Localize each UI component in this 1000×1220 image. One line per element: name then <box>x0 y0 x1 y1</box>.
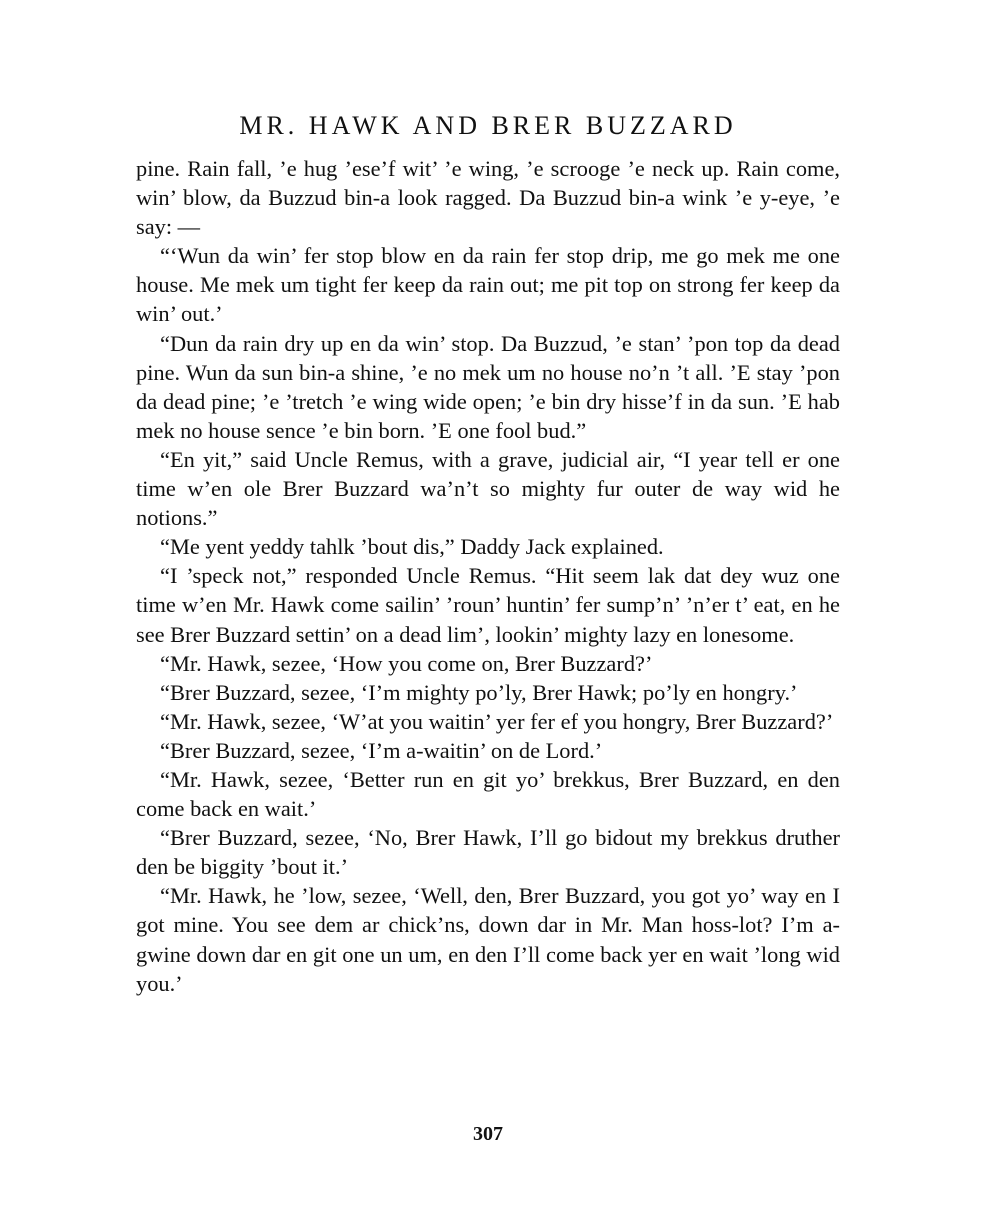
paragraph-13: “Mr. Hawk, he ’low, sezee, ‘Well, den, Brer Buzzard, you got yo’ way en I got mine. You see dem ar chick’ns, down dar in Mr. Man hoss-lot? I’m a-gwine down dar en git one un um, en den I’ll come back yer en wait ’long wid you.’ <box>136 883 840 996</box>
paragraph-9: “Mr. Hawk, sezee, ‘W’at you waitin’ yer fer ef you hongry, Brer Buzzard?’ <box>160 708 834 734</box>
body-text <box>136 154 840 998</box>
paragraph-11: “Mr. Hawk, sezee, ‘Better run en git yo’ brekkus, Brer Buzzard, en den come back en wait.’ <box>136 766 840 822</box>
paragraph-4: “En yit,” said Uncle Remus, with a grave, judicial air, “I year tell er one time w’en ole Brer Buzzard wa’n’t so mighty fur outer de way wid he notions.” <box>136 446 840 531</box>
paragraph-10: “Brer Buzzard, sezee, ‘I’m a-waitin’ on de Lord.’ <box>160 737 603 763</box>
paragraph-5: “Me yent yeddy tahlk ’bout dis,” Daddy Jack explained. <box>160 534 664 560</box>
page-number: 307 <box>473 1123 503 1145</box>
paragraph-3: “Dun da rain dry up en da win’ stop. Da Buzzud, ’e stan’ ’pon top da dead pine. Wun da sun bin-a shine, ’e no mek um no house no’n ’t all. ’E stay ’pon da dead pine; ’e ’tretch ’e wing wide open; ’e bin dry hisse’f in da sun. ’E hab mek no house sence ’e bin born. ’E one fool bud.” <box>136 330 840 443</box>
paragraph-1: pine. Rain fall, ’e hug ’ese’f wit’ ’e wing, ’e scrooge ’e neck up. Rain come, win’ blow, da Buzzud bin-a look ragged. Da Buzzud bin-a wink ’e y-eye, ’e say: — <box>136 156 840 240</box>
running-head: MR. HAWK AND BRER BUZZARD <box>239 111 737 140</box>
paragraph-6: “I ’speck not,” responded Uncle Remus. “Hit seem lak dat dey wuz one time w’en Mr. Hawk come sailin’ ’roun’ huntin’ fer sump’n’ ’n’er t’ eat, en he see Brer Buzzard settin’ on a dead lim’, lookin’ mighty lazy en lonesome. <box>136 563 840 647</box>
paragraph-12: “Brer Buzzard, sezee, ‘No, Brer Hawk, I’ll go bidout my brekkus druther den be biggity ’bout it.’ <box>136 825 840 880</box>
paragraph-7: “Mr. Hawk, sezee, ‘How you come on, Brer Buzzard?’ <box>160 650 653 676</box>
paragraph-8: “Brer Buzzard, sezee, ‘I’m mighty po’ly, Brer Hawk; po’ly en hongry.’ <box>160 679 798 705</box>
paragraph-2: “‘Wun da win’ fer stop blow en da rain fer stop drip, me go mek me one house. Me mek um tight fer keep da rain out; me pit top on strong fer keep da win’ out.’ <box>136 243 840 327</box>
